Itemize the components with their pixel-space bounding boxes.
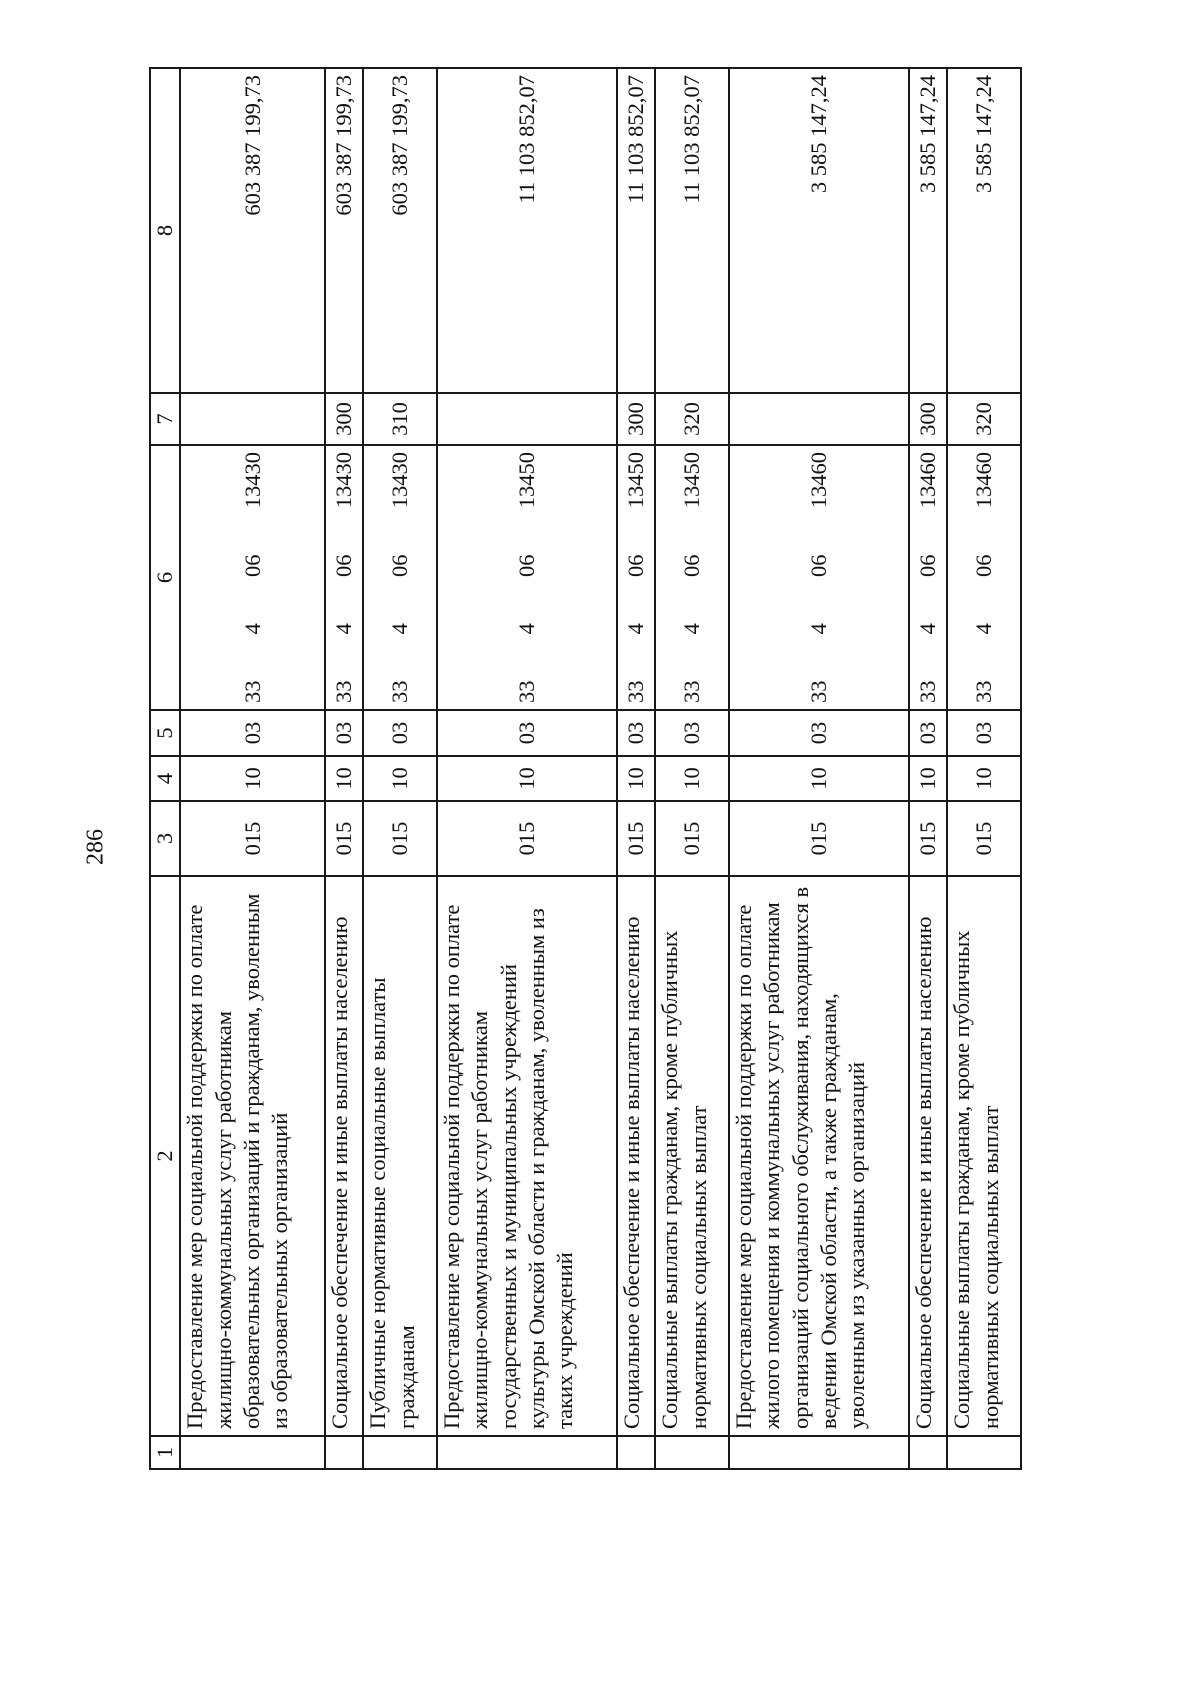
description-cell: Предоставление мер социальной поддержки по оплате жилищно-коммунальных услуг работникам государственных и муниципальных учреждений культуры Омской области и гражданам, уволенным из таких учреждений bbox=[437, 876, 617, 1436]
table-row bbox=[180, 68, 325, 1469]
expense-type-cell: 300 bbox=[909, 393, 947, 445]
expense-type-cell: 300 bbox=[617, 393, 655, 445]
amount-cell: 603 387 199,73 bbox=[325, 68, 363, 393]
program-code: 33 bbox=[623, 680, 649, 703]
section-code-cell: 10 bbox=[655, 756, 729, 801]
program-code: 33 bbox=[970, 680, 996, 703]
column-header: 3 bbox=[150, 801, 180, 876]
ministry-code-cell: 015 bbox=[437, 801, 617, 876]
row-number-cell bbox=[180, 1436, 325, 1469]
subsection-code-cell: 03 bbox=[655, 710, 729, 756]
table-row bbox=[729, 68, 909, 1469]
subsection-code-cell: 03 bbox=[363, 710, 437, 756]
section-code-cell: 10 bbox=[909, 756, 947, 801]
event-code: 06 bbox=[386, 554, 412, 577]
subprogram-code: 4 bbox=[678, 623, 704, 635]
page-number: 286 bbox=[82, 829, 109, 865]
ministry-code-cell: 015 bbox=[655, 801, 729, 876]
section-code-cell: 10 bbox=[325, 756, 363, 801]
row-number-cell bbox=[947, 1436, 1021, 1469]
description-cell: Социальное обеспечение и иные выплаты населению bbox=[617, 876, 655, 1436]
target-article-group bbox=[678, 452, 706, 703]
description-cell: Предоставление мер социальной поддержки по оплате жилищно-коммунальных услуг работникам образовательных организаций и гражданам, уволенным из образовательных организаций bbox=[180, 876, 325, 1436]
amount-cell: 3 585 147,24 bbox=[909, 68, 947, 393]
table-row bbox=[617, 68, 655, 1469]
ministry-code-cell: 015 bbox=[363, 801, 437, 876]
direction-code: 13450 bbox=[623, 452, 649, 509]
event-code: 06 bbox=[678, 554, 704, 577]
target-article-cell bbox=[325, 445, 363, 710]
target-article-group bbox=[330, 452, 358, 703]
expense-type-cell bbox=[437, 393, 617, 445]
program-code: 33 bbox=[915, 680, 941, 703]
subsection-code-cell: 03 bbox=[617, 710, 655, 756]
column-header: 7 bbox=[150, 393, 180, 445]
direction-code: 13430 bbox=[386, 452, 412, 509]
ministry-code-cell: 015 bbox=[909, 801, 947, 876]
header-row bbox=[150, 68, 180, 1469]
amount-cell: 3 585 147,24 bbox=[947, 68, 1021, 393]
column-header: 5 bbox=[150, 710, 180, 756]
row-number-cell bbox=[437, 1436, 617, 1469]
subsection-code-cell: 03 bbox=[947, 710, 1021, 756]
target-article-group bbox=[622, 452, 650, 703]
expense-type-cell bbox=[180, 393, 325, 445]
description-cell: Социальные выплаты гражданам, кроме публичных нормативных социальных выплат bbox=[655, 876, 729, 1436]
target-article-cell bbox=[180, 445, 325, 710]
table-body bbox=[180, 68, 1021, 1469]
program-code: 33 bbox=[513, 680, 539, 703]
table-row bbox=[655, 68, 729, 1469]
expense-type-cell: 320 bbox=[947, 393, 1021, 445]
amount-cell: 11 103 852,07 bbox=[617, 68, 655, 393]
row-number-cell bbox=[617, 1436, 655, 1469]
ministry-code-cell: 015 bbox=[729, 801, 909, 876]
subsection-code-cell: 03 bbox=[437, 710, 617, 756]
event-code: 06 bbox=[623, 554, 649, 577]
expense-type-cell bbox=[729, 393, 909, 445]
event-code: 06 bbox=[239, 554, 265, 577]
subprogram-code: 4 bbox=[915, 623, 941, 635]
ministry-code-cell: 015 bbox=[325, 801, 363, 876]
section-code-cell: 10 bbox=[947, 756, 1021, 801]
target-article-cell bbox=[437, 445, 617, 710]
target-article-cell bbox=[655, 445, 729, 710]
section-code-cell: 10 bbox=[363, 756, 437, 801]
row-number-cell bbox=[363, 1436, 437, 1469]
target-article-group bbox=[386, 452, 414, 703]
amount-cell: 11 103 852,07 bbox=[655, 68, 729, 393]
event-code: 06 bbox=[805, 554, 831, 577]
amount-cell: 11 103 852,07 bbox=[437, 68, 617, 393]
column-header: 6 bbox=[150, 445, 180, 710]
expense-type-cell: 300 bbox=[325, 393, 363, 445]
target-article-cell bbox=[729, 445, 909, 710]
program-code: 33 bbox=[239, 680, 265, 703]
column-header: 4 bbox=[150, 756, 180, 801]
target-article-cell bbox=[909, 445, 947, 710]
row-number-cell bbox=[655, 1436, 729, 1469]
direction-code: 13460 bbox=[915, 452, 941, 509]
table-row bbox=[437, 68, 617, 1469]
subprogram-code: 4 bbox=[330, 623, 356, 635]
amount-cell: 603 387 199,73 bbox=[363, 68, 437, 393]
event-code: 06 bbox=[513, 554, 539, 577]
direction-code: 13430 bbox=[330, 452, 356, 509]
description-cell: Социальное обеспечение и иные выплаты населению bbox=[909, 876, 947, 1436]
event-code: 06 bbox=[970, 554, 996, 577]
subsection-code-cell: 03 bbox=[325, 710, 363, 756]
ministry-code-cell: 015 bbox=[947, 801, 1021, 876]
target-article-cell bbox=[363, 445, 437, 710]
direction-code: 13450 bbox=[678, 452, 704, 509]
subsection-code-cell: 03 bbox=[729, 710, 909, 756]
row-number-cell bbox=[325, 1436, 363, 1469]
direction-code: 13450 bbox=[513, 452, 539, 509]
description-cell: Социальные выплаты гражданам, кроме публичных нормативных социальных выплат bbox=[947, 876, 1021, 1436]
section-code-cell: 10 bbox=[729, 756, 909, 801]
expense-type-cell: 320 bbox=[655, 393, 729, 445]
target-article-group bbox=[513, 452, 541, 703]
program-code: 33 bbox=[678, 680, 704, 703]
table-row bbox=[909, 68, 947, 1469]
program-code: 33 bbox=[805, 680, 831, 703]
program-code: 33 bbox=[330, 680, 356, 703]
direction-code: 13460 bbox=[805, 452, 831, 509]
subprogram-code: 4 bbox=[970, 623, 996, 635]
section-code-cell: 10 bbox=[180, 756, 325, 801]
subprogram-code: 4 bbox=[805, 623, 831, 635]
description-cell: Социальное обеспечение и иные выплаты населению bbox=[325, 876, 363, 1436]
target-article-cell bbox=[947, 445, 1021, 710]
target-article-group bbox=[805, 452, 833, 703]
direction-code: 13460 bbox=[970, 452, 996, 509]
row-number-cell bbox=[729, 1436, 909, 1469]
description-cell: Предоставление мер социальной поддержки по оплате жилого помещения и коммунальных услуг работникам организаций социального обслуживания, находящихся в ведении Омской области, а также гражданам, уволенным из указанных организаций bbox=[729, 876, 909, 1436]
section-code-cell: 10 bbox=[437, 756, 617, 801]
target-article-cell bbox=[617, 445, 655, 710]
table-row bbox=[363, 68, 437, 1469]
event-code: 06 bbox=[915, 554, 941, 577]
target-article-group bbox=[239, 452, 267, 703]
expense-type-cell: 310 bbox=[363, 393, 437, 445]
rotated-table-container bbox=[149, 69, 1022, 1470]
section-code-cell: 10 bbox=[617, 756, 655, 801]
table-row bbox=[947, 68, 1021, 1469]
subsection-code-cell: 03 bbox=[909, 710, 947, 756]
target-article-group bbox=[970, 452, 998, 703]
target-article-group bbox=[914, 452, 942, 703]
ministry-code-cell: 015 bbox=[180, 801, 325, 876]
ministry-code-cell: 015 bbox=[617, 801, 655, 876]
description-cell: Публичные нормативные социальные выплаты гражданам bbox=[363, 876, 437, 1436]
row-number-cell bbox=[909, 1436, 947, 1469]
direction-code: 13430 bbox=[239, 452, 265, 509]
subprogram-code: 4 bbox=[623, 623, 649, 635]
amount-cell: 603 387 199,73 bbox=[180, 68, 325, 393]
subprogram-code: 4 bbox=[239, 623, 265, 635]
budget-table bbox=[149, 67, 1022, 1470]
subsection-code-cell: 03 bbox=[180, 710, 325, 756]
column-header: 8 bbox=[150, 68, 180, 393]
amount-cell: 3 585 147,24 bbox=[729, 68, 909, 393]
column-header: 2 bbox=[150, 876, 180, 1436]
table-row bbox=[325, 68, 363, 1469]
column-header: 1 bbox=[150, 1436, 180, 1469]
event-code: 06 bbox=[330, 554, 356, 577]
subprogram-code: 4 bbox=[386, 623, 412, 635]
program-code: 33 bbox=[386, 680, 412, 703]
subprogram-code: 4 bbox=[513, 623, 539, 635]
